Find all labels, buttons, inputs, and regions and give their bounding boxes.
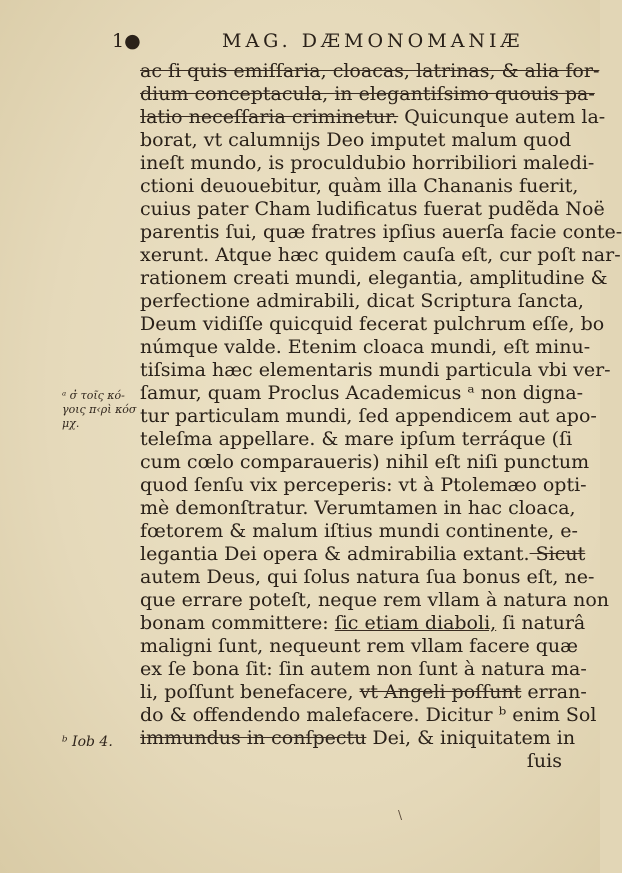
text-line [140, 106, 606, 129]
text-span: bonam committere: [140, 612, 335, 634]
stray-mark: \ [398, 808, 403, 822]
text-span: tiſsima hæc elementaris mundi particula vbi ver- [140, 359, 611, 381]
text-line [140, 566, 595, 589]
margin-note-a: ᵃ σ̓ τοῖς κό- γοις π‹ρὶ κόσ μχ. [62, 389, 137, 430]
text-span: ex ſe bona ſit: ſin autem non ſunt à natura ma- [140, 658, 587, 680]
text-line [140, 543, 586, 566]
text-line [140, 244, 621, 267]
text-line [140, 635, 579, 658]
text-span: perfectione admirabili, dicat Scriptura ſancta, [140, 290, 584, 312]
margin-note-b: ᵇ Iob 4. [62, 734, 113, 750]
text-line [140, 175, 579, 198]
text-span: ſi naturâ [496, 612, 586, 634]
text-span: quod ſenſu vix perceperis: vt à Ptolemæo opti- [140, 474, 587, 496]
text-span: ſuis [526, 750, 562, 772]
text-span: legantia Dei opera & admirabilia extant. [140, 543, 530, 565]
struck-text: immundus in conſpectu [140, 727, 367, 749]
page-number: 1● [112, 30, 141, 52]
underlined-text: ſic etiam diaboli, [334, 612, 497, 634]
text-span: tur particulam mundi, ſed appendicem aut apo- [140, 405, 597, 427]
text-line [140, 83, 595, 106]
struck-text: Sicut [529, 543, 586, 565]
text-span: cum cœlo comparaueris) nihil eſt niſi punctum [140, 451, 590, 473]
text-line [140, 336, 591, 359]
text-line [140, 313, 605, 336]
text-span: li, poſſunt benefacere, [140, 681, 360, 703]
text-line [140, 198, 605, 221]
text-span: ſamur, quam Proclus Academicus ᵃ non digna- [140, 382, 584, 404]
text-span: borat, vt calumnijs Deo imputet malum quod [140, 129, 572, 151]
text-line [140, 750, 562, 773]
page-header [112, 30, 562, 56]
text-span: que errare poteſt, neque rem vllam à natura non [140, 589, 609, 611]
text-line [140, 497, 576, 520]
text-line [140, 290, 584, 313]
text-line [140, 520, 578, 543]
text-span: rationem creati mundi, elegantia, amplitudine & [140, 267, 608, 289]
text-span: teleſma appellare. & mare ipſum terráque (ſi [140, 428, 573, 450]
text-line [140, 152, 595, 175]
text-span: ctioni deuouebitur, quàm illa Chananis fuerit, [140, 175, 579, 197]
text-span: xerunt. Atque hæc quidem cauſa eſt, cur poſt nar- [140, 244, 621, 266]
text-span: númque valde. Etenim cloaca mundi, eſt minu- [140, 336, 591, 358]
text-line [140, 359, 611, 382]
text-line [140, 727, 576, 750]
struck-text: vt Angeli poſſunt [359, 681, 522, 703]
body-text [140, 60, 622, 773]
text-line [140, 428, 573, 451]
running-head: MAG. DÆMONOMANIÆ [222, 30, 524, 52]
text-span: Dei, & iniquitatem in [366, 727, 576, 749]
struck-text: dium conceptacula, in elegantiſsimo quouis pa- [140, 83, 595, 105]
text-span: mè demonſtratur. Verumtamen in hac cloaca, [140, 497, 576, 519]
text-span: maligni ſunt, nequeunt rem vllam facere quæ [140, 635, 579, 657]
text-line [140, 267, 608, 290]
text-span: do & offendendo malefacere. Dicitur ᵇ enim Sol [140, 704, 597, 726]
text-line [140, 704, 597, 727]
text-line [140, 382, 584, 405]
text-span: fœtorem & malum iſtius mundi continente, e- [140, 520, 578, 542]
text-line [140, 405, 597, 428]
text-line [140, 658, 587, 681]
text-span: parentis ſui, quæ fratres ipſius auerſa facie conte- [140, 221, 622, 243]
struck-text: latio neceſſaria criminetur. [140, 106, 399, 128]
text-span: erran- [521, 681, 587, 703]
text-line [140, 589, 609, 612]
text-span: autem Deus, qui ſolus natura ſua bonus eſt, ne- [140, 566, 595, 588]
text-line [140, 681, 587, 704]
text-span: Deum vidiſſe quicquid fecerat pulchrum eſſe, bo [140, 313, 605, 335]
text-span: ineſt mundo, is proculdubio horribiliori maledi- [140, 152, 595, 174]
text-line [140, 221, 622, 244]
text-line [140, 612, 586, 635]
text-line [140, 129, 572, 152]
text-line [140, 451, 590, 474]
struck-text: ac ſi quis emiſſaria, cloacas, latrinas, & alia for- [140, 60, 600, 82]
text-span: cuius pater Cham ludificatus fuerat pudẽda Noë [140, 198, 605, 220]
text-line [140, 60, 600, 83]
text-span: Quicunque autem la- [398, 106, 606, 128]
text-line [140, 474, 587, 497]
